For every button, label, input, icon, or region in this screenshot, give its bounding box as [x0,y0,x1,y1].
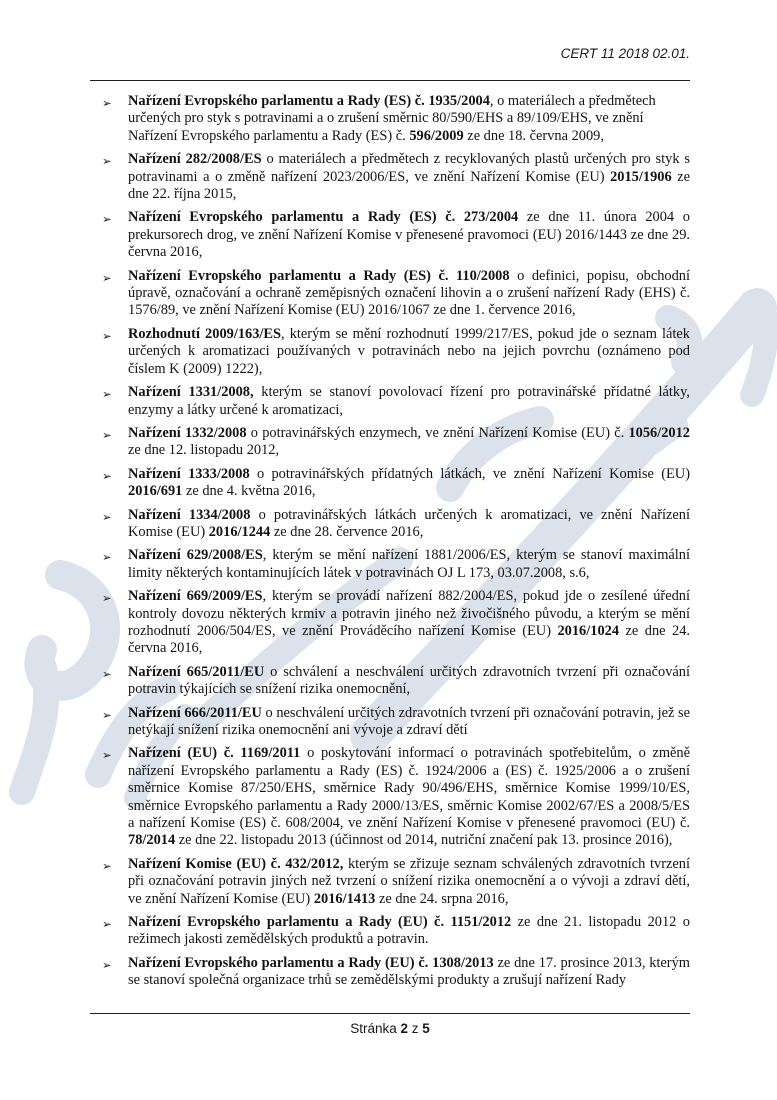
total-pages: 5 [422,1021,430,1036]
arrow-bullet-icon: ➢ [102,748,112,763]
text-run: 2016/1413 [313,890,376,907]
text-run: ze dne 22. října 2015, [128,168,690,203]
text-run: ze dne 21. listopadu 2012 o režimech jakosti zemědělských produktů a potravin. [128,914,690,948]
list-item [90,326,690,378]
text-run: o materiálech a předmětech z recyklovaných plastů určených pro styk s potravinami a o změně nařízení 2023/2006/ES, ve znění Nařízení Komise (EU) [128,151,690,185]
text-run: o potravinářských látkách určených k aromatizaci, ve znění Nařízení Komise (EU) [128,506,690,540]
text-run: kterým se stanoví povolovací řízení pro potravinářské přídatné látky, enzymy a látky určené k aromatizaci, [128,384,690,418]
text-run: ze dne 28. července 2016, [270,523,424,540]
text-run: kterým se zřizuje seznam schválených zdravotních tvrzení při označování potravin jiných než tvrzení o snížení rizika onemocnění a o vývoji a zdraví dětí, ve znění Nařízení Komise (EU) [128,855,690,907]
text-run: Nařízení 1332/2008 [128,424,247,441]
text-run: ze dne 17. prosince 2013, kterým se stanoví společná organizace trhů se zemědělskými produkty a zrušují nařízení Rady [128,954,690,989]
list-item [90,588,690,658]
text-run: Nařízení Komise (EU) č. 432/2012, [128,855,344,872]
text-run: Nařízení 665/2011/EU [128,663,265,680]
list-item [90,955,690,990]
page-footer [90,1013,690,1036]
text-run: 596/2009 [409,127,464,144]
arrow-bullet-icon: ➢ [102,858,112,873]
text-run: ze dne 11. února 2004 o prekursorech drog, ve znění Nařízení Komise v přenesené pravomoci (EU) 2016/1443 ze dne 29. června 2016, [128,209,690,261]
list-item [90,425,690,460]
arrow-bullet-icon: ➢ [102,212,112,227]
arrow-bullet-icon: ➢ [102,387,112,402]
arrow-bullet-icon: ➢ [102,468,112,483]
arrow-bullet-icon: ➢ [102,328,112,343]
text-run: , o materiálech a předmětech určených pro styk s potravinami a o zrušení směrnic 80/590/EHS a 89/109/EHS, ve znění Nařízení Evropského parlamentu a Rady (ES) č. [128,93,656,144]
arrow-bullet-icon: ➢ [102,96,112,110]
text-run: Nařízení Evropského parlamentu a Rady (ES) č. 1935/2004 [128,93,490,109]
text-run: Nařízení 666/2011/EU [128,704,262,721]
arrow-bullet-icon: ➢ [102,509,112,524]
text-run: 1056/2012 [628,424,690,441]
page-number: 2 [400,1021,408,1036]
footer-separator: z [411,1021,419,1036]
list-item [90,93,690,145]
regulation-list [90,93,690,996]
arrow-bullet-icon: ➢ [102,270,112,285]
arrow-bullet-icon: ➢ [102,591,112,606]
text-run: 2016/1244 [208,523,271,540]
text-run: 2016/1024 [557,622,620,639]
arrow-bullet-icon: ➢ [102,957,112,972]
list-item [90,209,690,261]
text-run: Nařízení 282/2008/ES [128,151,262,168]
text-run: Nařízení 1334/2008 [128,506,251,523]
text-run: Nařízení Evropského parlamentu a Rady (ES) č. 110/2008 [128,267,510,284]
text-run: ze dne 22. listopadu 2013 (účinnost od 2014, nutriční značení pak 13. prosince 2016), [175,832,673,849]
text-run: o potravinářských přídatných látkách, ve znění Nařízení Komise (EU) [249,465,690,482]
text-run: , kterým se provádí nařízení 882/2004/ES, pokud jde o zesílené úřední kontroly dovozu některých krmiv a potravin jiného než živočišného původu, a kterým se mění rozhodnutí 2006/504/ES, ve znění Prováděcího nařízení Komise (EU) [128,588,690,639]
text-run: o schválení a neschválení určitých zdravotních tvrzení při označování potravin týkajících se snížení rizika onemocnění, [128,663,690,698]
text-run: Nařízení 669/2009/ES [128,588,263,605]
list-item [90,914,690,949]
text-run: , kterým se mění nařízení 1881/2006/ES, kterým se stanoví maximální limity některých kontaminujících látek v potravinách OJ L 173, 03.07.2008, s.6, [128,547,690,581]
text-run: Nařízení 629/2008/ES [128,547,263,564]
list-item [90,507,690,542]
text-run: o neschválení určitých zdravotních tvrzení při označování potravin, jež se netýkají snížení rizika onemocnění ani vývoje a zdraví dětí [128,704,690,738]
text-run: 78/2014 [128,832,176,849]
text-run: Nařízení 1333/2008 [128,465,250,482]
text-run: o poskytování informací o potravinách spotřebitelům, o změně nařízení Evropského parlamentu a Rady (ES) č. 1924/2006 a (ES) č. 1925/2006 a o zrušení směrnice Komise 87/250/EHS, směrnice Rady 90/496/EHS, směrnice Komise 1999/10/ES, směrnice Evropského parlamentu a Rady 2000/13/ES, směrnic Komise 2002/67/ES a 2008/5/ES a nařízení Komise (ES) č. 608/2004, ve znění Nařízení Komise v přenesené pravomoci (EU) č. [128,745,690,832]
text-run: ze dne 18. června 2009, [463,127,604,144]
text-run: o potravinářských enzymech, ve znění Nařízení Komise (EU) č. [246,424,629,441]
list-item [90,705,690,740]
list-item [90,466,690,501]
text-run: 2016/691 [128,483,183,500]
list-item [90,268,690,320]
text-run: ze dne 24. června 2016, [128,622,690,657]
header-rule [90,80,690,81]
text-run: Nařízení 1331/2008, [128,384,254,401]
footer-prefix: Stránka [350,1021,397,1036]
list-item [90,151,690,203]
text-run: 2015/1906 [610,168,672,185]
arrow-bullet-icon: ➢ [102,666,112,681]
text-run: o definici, popisu, obchodní úpravě, označování a ochraně zeměpisných označení lihovin a o zrušení nařízení Rady (EHS) č. 1576/89, ve znění Nařízení Komise (EU) 2016/1067 ze dne 1. července 2016, [128,267,690,319]
text-run: ze dne 24. srpna 2016, [375,890,509,907]
text-run: ze dne 12. listopadu 2012, [128,442,280,459]
list-item [90,384,690,419]
text-run: Nařízení Evropského parlamentu a Rady (EU) č. 1151/2012 [128,914,512,931]
text-run: ze dne 4. května 2016, [182,483,316,500]
text-run: Rozhodnutí 2009/163/ES [128,325,282,342]
document-code: CERT 11 2018 02.01. [560,46,690,61]
list-item [90,856,690,908]
arrow-bullet-icon: ➢ [102,707,112,722]
arrow-bullet-icon: ➢ [102,154,112,169]
text-run: Nařízení Evropského parlamentu a Rady (ES) č. 273/2004 [128,209,519,226]
arrow-bullet-icon: ➢ [102,427,112,442]
text-run: Nařízení (EU) č. 1169/2011 [128,745,301,762]
list-item [90,547,690,582]
arrow-bullet-icon: ➢ [102,917,112,932]
list-item [90,745,690,849]
arrow-bullet-icon: ➢ [102,550,112,565]
text-run: , kterým se mění rozhodnutí 1999/217/ES, pokud jde o seznam látek určených k aromatizaci používaných v potravinách nebo na jejich povrchu (oznámeno pod číslem K (2009) 1222), [128,325,690,377]
text-run: Nařízení Evropského parlamentu a Rady (EU) č. 1308/2013 [128,954,494,971]
list-item [90,664,690,699]
